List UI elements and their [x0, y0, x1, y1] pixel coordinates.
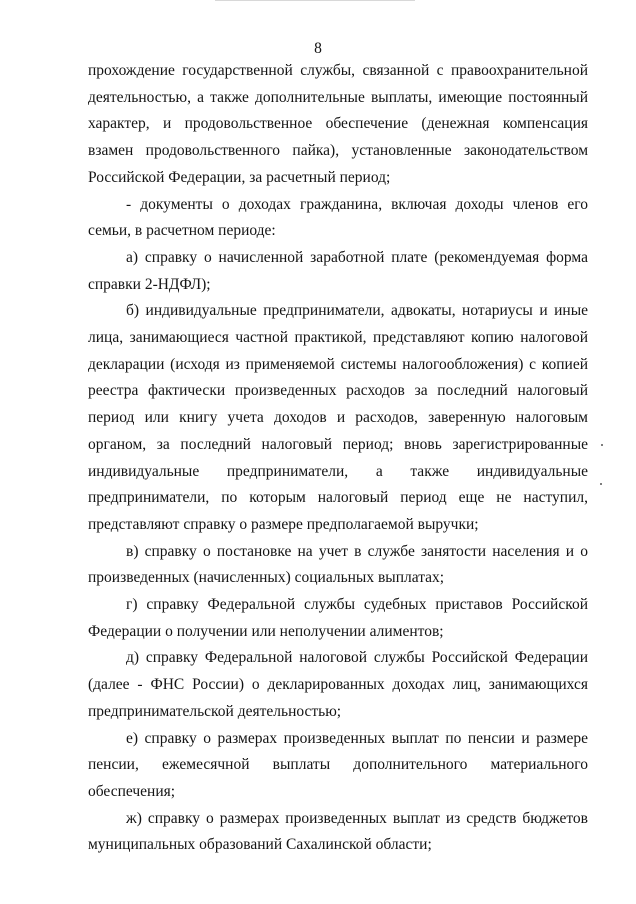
paragraph-item-b: б) индивидуальные предприниматели, адвокаты, нотариусы и иные лица, занимающиеся частной практикой, представляют копию налоговой декларации (исходя из применяемой системы налогообложения) с копией реестра фактически произведенных расходов за последний налоговый период или книгу учета доходов и расходов, заверенную налоговым органом, за последний налоговый период; вновь зарегистрированные индивидуальные предприниматели, а также индивидуальные предприниматели, по которым налоговый период еще не наступил, представляют справку о размере предполагаемой выручки; [88, 302, 588, 533]
paragraph-income-documents: - документы о доходах гражданина, включая доходы членов его семьи, в расчетном периоде: [88, 195, 588, 240]
paragraph-item-a: а) справку о начисленной заработной плате (рекомендуемая форма справки 2-НДФЛ); [88, 248, 588, 293]
paragraph-item-zh: ж) справку о размерах произведенных выплат из средств бюджетов муниципальных образований Сахалинской области; [88, 809, 588, 854]
paragraph-item-d: д) справку Федеральной налоговой службы Российской Федерации (далее - ФНС России) о декларированных доходах лиц, занимающихся предпринимательской деятельностью; [88, 649, 588, 720]
scan-speck [601, 444, 603, 446]
paragraph-item-e: е) справку о размерах произведенных выплат по пенсии и размере пенсии, ежемесячной выплаты дополнительного материального обеспечения; [88, 729, 588, 800]
scan-edge-line [215, 0, 415, 1]
paragraph-item-v: в) справку о постановке на учет в службе занятости населения и о произведенных (начисленных) социальных выплатах; [88, 542, 588, 587]
paragraph-item-g: г) справку Федеральной службы судебных приставов Российской Федерации о получении или неполучении алиментов; [88, 596, 588, 640]
document-body [88, 58, 588, 859]
page-number: 8 [314, 40, 322, 57]
paragraph-continuation: прохождение государственной службы, связанной с правоохранительной деятельностью, а также дополнительные выплаты, имеющие постоянный характер, и продовольственное обеспечение (денежная компенсация взамен продовольственного пайка), установленные законодательством Российской Федерации, за расчетный период; [88, 62, 588, 186]
scan-speck [600, 483, 602, 485]
